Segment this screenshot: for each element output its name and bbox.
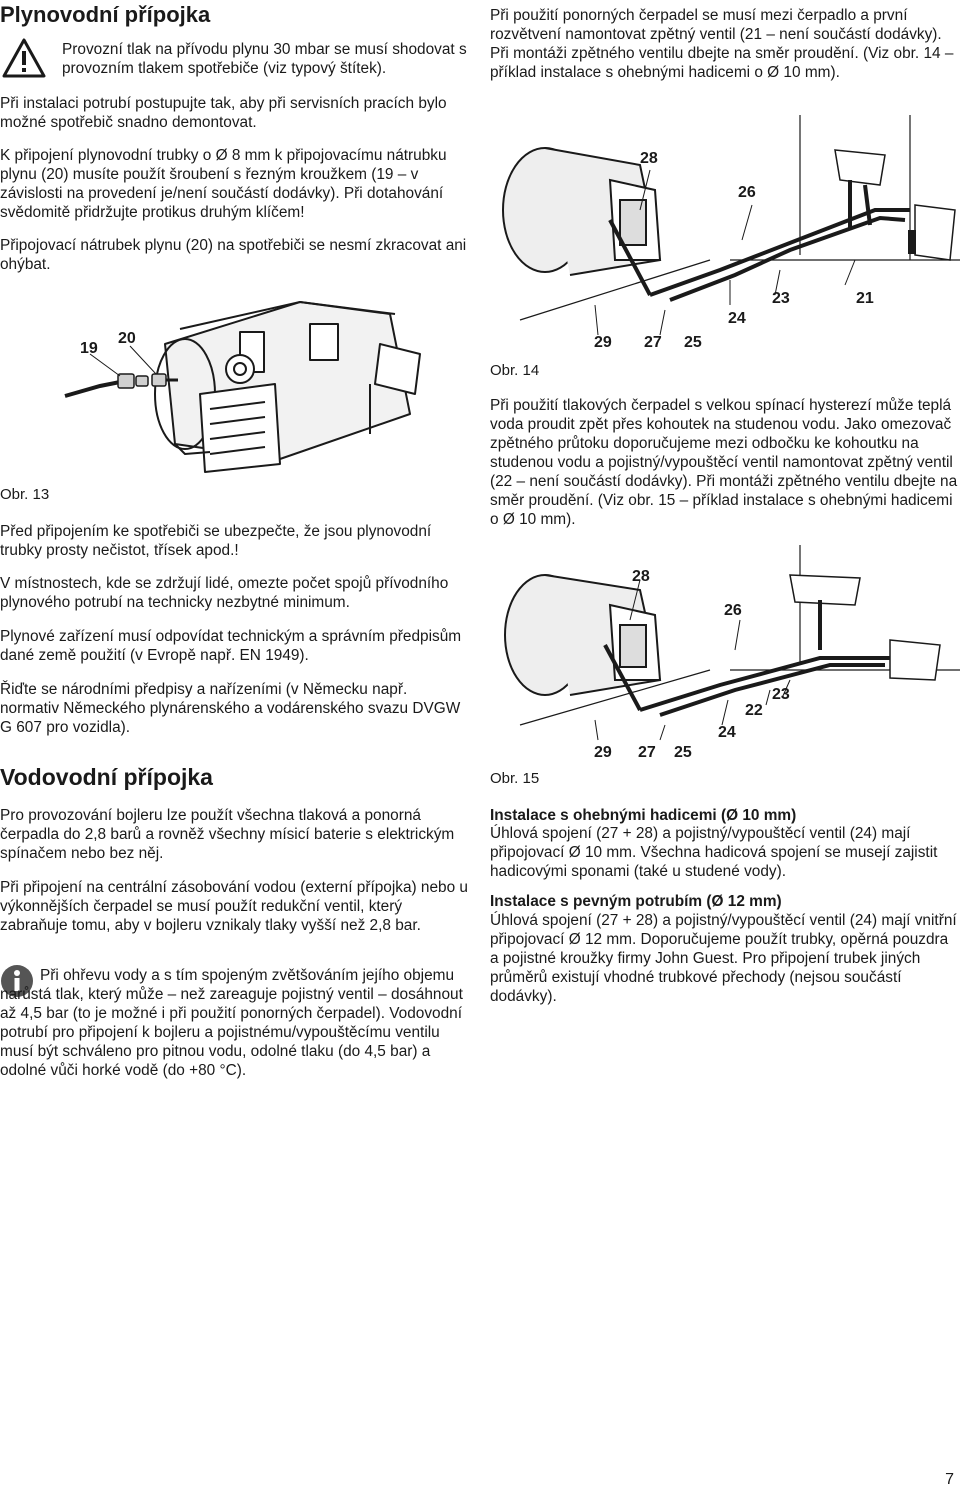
paragraph-check-valve-pressure-pumps: Při použití tlakových čerpadel s velkou spínací hysterezí může teplá voda proudit zpět přes kohoutek na studenou vodu. Jako omezovač zpětného průtoku doporučujeme mezi odbočku ke kohoutku na studenou vodu a pojistný/vypouštěcí ventil namontovat zpětný ventil (22 – není součástí dodávky). Při montáži zpětného ventilu dbejte na směr proudění. (Viz obr. 15 – příklad instalace s ohebnými hadicemi o Ø 10 mm). xyxy=(490,397,958,528)
paragraph-regulations: Plynové zařízení musí odpovídat technickým a správním předpisům dané země použití (v Evropě např. EN 1949). xyxy=(0,628,462,664)
fig14-callout-25: 25 xyxy=(684,334,702,351)
rigid-pipe-text: Úhlová spojení (27 + 28) a pojistný/vypouštěcí ventil (24) mají vnitřní připojovací Ø 12 mm. Doporučujeme použít trubky, opěrná pouzdra a pojistné kroužky firmy John Guest. Pro připojení trubek jiných průměrů existují vhodné trubkové přechody (nejsou součástí dodávky). xyxy=(490,912,957,1005)
figure-13-label: Obr. 13 xyxy=(0,486,50,503)
fig14-callout-23: 23 xyxy=(772,290,790,307)
fig14-callout-26: 26 xyxy=(738,184,756,201)
gas-pressure-warning: Provozní tlak na přívodu plynu 30 mbar se musí shodovat s provozním tlakem spotřebiče (viz typový štítek). xyxy=(62,41,467,77)
fig15-callout-25: 25 xyxy=(674,744,692,761)
page-number: 7 xyxy=(945,1471,954,1488)
paragraph-gas-pipe-connection: K připojení plynovodní trubky o Ø 8 mm k připojovacímu nátrubku plynu (20) musíte použít šroubení s řezným kroužkem (19 – v závislosti na provedení je/není součástí dodávky). Při dotahování svědomitě přidržujte protikus druhým klíčem! xyxy=(0,147,447,221)
paragraph-reducing-valve: Při připojení na centrální zásobování vodou (externí přípojka) nebo u výkonnějších čerpadel se musí použít redukční ventil, který zabraňuje tomu, aby v bojleru vznikaly tlaky vyšší než 2,8 bar. xyxy=(0,879,468,934)
flexible-hose-text: Úhlová spojení (27 + 28) a pojistný/vypouštěcí ventil (24) mají připojovací Ø 10 mm. Všechna hadicová spojení se musejí zajistit hadicovými sponami (také u studené vody). xyxy=(490,825,938,880)
paragraph-national-rules: Řiďte se národními předpisy a nařízeními (v Německu např. normativ Německého plynárenského a vodárenského svazu DVGW G 607 pro vozidla). xyxy=(0,681,461,736)
fig15-callout-26: 26 xyxy=(724,602,742,619)
figure-13-boiler-gas-connection xyxy=(60,284,480,484)
flexible-hose-heading: Instalace s ohebnými hadicemi (Ø 10 mm) xyxy=(490,807,797,824)
rigid-pipe-heading: Instalace s pevným potrubím (Ø 12 mm) xyxy=(490,893,782,910)
fig15-callout-27: 27 xyxy=(638,744,656,761)
fig15-callout-23: 23 xyxy=(772,686,790,703)
paragraph-gas-nozzle: Připojovací nátrubek plynu (20) na spotřebiči se nesmí zkracovat ani ohýbat. xyxy=(0,237,467,273)
callout-19: 19 xyxy=(80,340,98,357)
paragraph-servicing: Při instalaci potrubí postupujte tak, aby při servisních pracích bylo možné spotřebič snadno demontovat. xyxy=(0,95,447,131)
paragraph-check-valve-submersible: Při použití ponorných čerpadel se musí mezi čerpadlo a první rozvětvení namontovat zpětný ventil (21 – není součástí dodávky). Při montáži zpětného ventilu dbejte na směr proudění. (Viz obr. 14 – příklad instalace s ohebnými hadicemi o Ø 10 mm). xyxy=(490,7,954,81)
paragraph-limit-joints: V místnostech, kde se zdržují lidé, omezte počet spojů přívodního plynového potrubí na technicky nezbytné minimum. xyxy=(0,575,449,611)
fig14-callout-28: 28 xyxy=(640,150,658,167)
fig14-callout-21: 21 xyxy=(856,290,874,307)
gas-connection-heading: Plynovodní přípojka xyxy=(0,2,211,27)
fig15-callout-24: 24 xyxy=(718,724,736,741)
callout-20: 20 xyxy=(118,330,136,347)
water-connection-heading: Vodovodní přípojka xyxy=(0,764,213,790)
fig14-callout-24: 24 xyxy=(728,310,746,327)
figure-15-label: Obr. 15 xyxy=(490,770,540,787)
warning-triangle-icon xyxy=(2,38,46,78)
fig14-callout-29: 29 xyxy=(594,334,612,351)
paragraph-pumps: Pro provozování bojleru lze použít všechna tlaková a ponorná čerpadla do 2,8 barů a rovněž všechny mísicí baterie s elektrickým spínačem nebo bez něj. xyxy=(0,807,455,862)
fig14-callout-27: 27 xyxy=(644,334,662,351)
fig15-callout-29: 29 xyxy=(594,744,612,761)
figure-14-label: Obr. 14 xyxy=(490,362,540,379)
fig15-callout-28: 28 xyxy=(632,568,650,585)
figure-14-flexible-hose-installation xyxy=(490,110,960,360)
fig15-callout-22: 22 xyxy=(745,702,763,719)
paragraph-clean-pipes: Před připojením ke spotřebiči se ubezpečte, že jsou plynovodní trubky prosty nečistot, třísek apod.! xyxy=(0,523,432,559)
info-note-pressure: Při ohřevu vody a s tím spojeným zvětšováním jejího objemu narůstá tlak, který může – než zareaguje pojistný ventil – dosáhnout až 4,5 bar (to je možné i při použití ponorných čerpadel). Vodovodní potrubí pro připojení k bojleru a pojistnému/vypouštěcímu ventilu musí být schváleno pro pitnou vodu, odolné tlaku (do 4,5 bar) a odolné vůči horké vodě (do +80 °C). xyxy=(0,967,463,1079)
